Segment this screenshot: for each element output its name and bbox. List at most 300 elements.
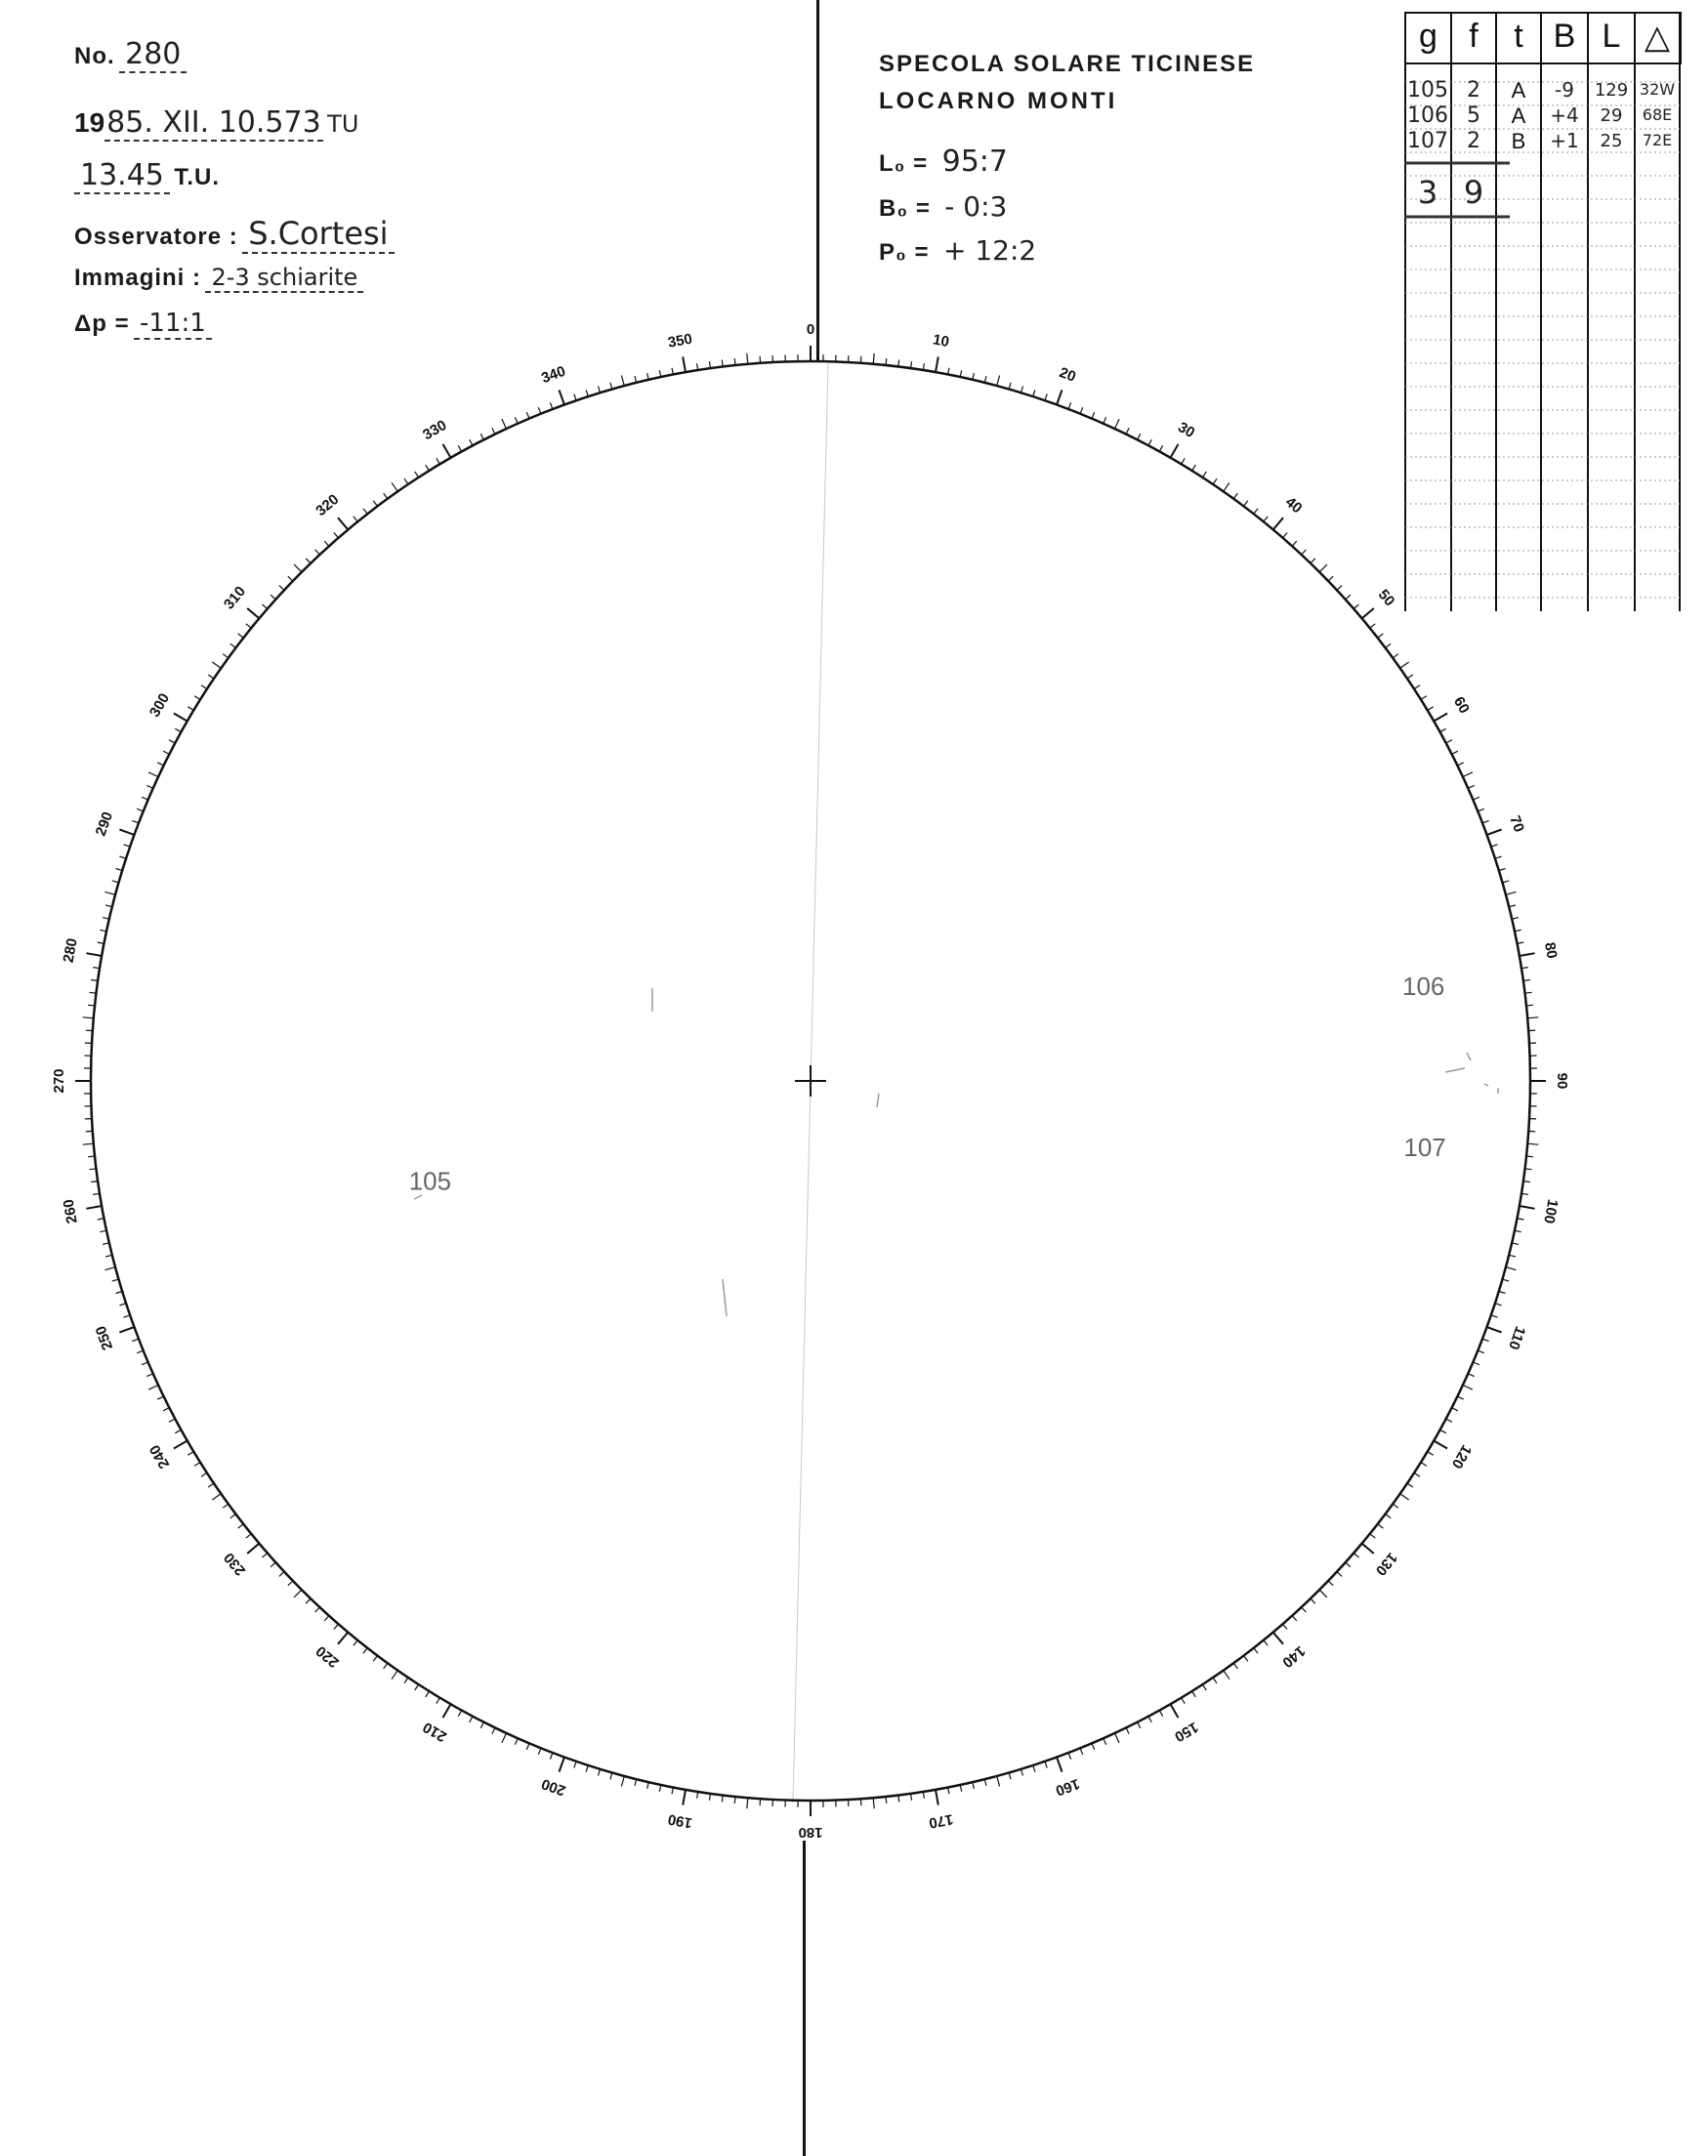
degree-tick bbox=[1346, 595, 1351, 600]
degree-label-110: 110 bbox=[1504, 1323, 1529, 1352]
degree-tick bbox=[1495, 856, 1502, 858]
table-header-delta: △ bbox=[1644, 19, 1671, 56]
degree-tick bbox=[948, 368, 949, 375]
table-header-t: t bbox=[1514, 18, 1523, 55]
degree-label-200: 200 bbox=[539, 1774, 568, 1800]
degree-tick bbox=[1319, 1590, 1327, 1597]
degree-tick bbox=[1092, 412, 1095, 419]
degree-tick bbox=[470, 439, 473, 445]
l0-value: 95:7 bbox=[941, 145, 1008, 179]
degree-tick bbox=[1518, 942, 1524, 943]
degree-tick bbox=[363, 509, 367, 515]
degree-label-10: 10 bbox=[931, 331, 951, 351]
degree-label-210: 210 bbox=[420, 1718, 450, 1746]
delta-p-value: -11:1 bbox=[134, 309, 212, 340]
degree-label-140: 140 bbox=[1278, 1641, 1309, 1672]
degree-tick bbox=[163, 1408, 169, 1411]
degree-label-270: 270 bbox=[50, 1068, 67, 1094]
degree-tick bbox=[100, 930, 106, 932]
degree-label-260: 260 bbox=[60, 1197, 81, 1225]
pencil-spot-marks bbox=[414, 988, 1498, 1316]
degree-tick bbox=[1473, 797, 1479, 800]
table-row-3-delta: 72E bbox=[1642, 131, 1673, 149]
degree-tick bbox=[1434, 1441, 1447, 1449]
degree-tick bbox=[973, 373, 975, 380]
degree-tick bbox=[1182, 1698, 1186, 1704]
table-row-2-f: 5 bbox=[1467, 104, 1480, 128]
degree-label-30: 30 bbox=[1175, 419, 1198, 442]
degree-tick bbox=[1468, 1374, 1474, 1377]
degree-tick bbox=[1506, 1267, 1517, 1270]
degree-tick bbox=[586, 390, 588, 396]
degree-tick bbox=[760, 1799, 761, 1805]
table-row-2-t: A bbox=[1511, 104, 1526, 128]
degree-label-130: 130 bbox=[1371, 1549, 1401, 1579]
degree-tick bbox=[306, 559, 311, 563]
degree-label-190: 190 bbox=[666, 1810, 694, 1832]
degree-tick bbox=[384, 493, 388, 499]
degree-tick bbox=[208, 1483, 214, 1487]
degree-tick bbox=[550, 402, 553, 409]
degree-tick bbox=[354, 517, 357, 521]
degree-tick bbox=[1393, 654, 1398, 658]
degree-tick bbox=[119, 1304, 126, 1306]
table-row-1-b: -9 bbox=[1555, 78, 1574, 102]
degree-tick bbox=[550, 1753, 553, 1760]
degree-tick bbox=[586, 1765, 588, 1772]
table-row-3-t: B bbox=[1511, 129, 1526, 153]
degree-tick bbox=[415, 472, 419, 477]
l0-label: L₀ = bbox=[879, 150, 929, 177]
degree-tick bbox=[271, 1562, 275, 1567]
table-row-2-b: +4 bbox=[1550, 104, 1579, 127]
degree-tick bbox=[187, 707, 193, 711]
degree-label-120: 120 bbox=[1447, 1441, 1476, 1472]
degree-label-330: 330 bbox=[420, 416, 450, 444]
degree-tick bbox=[194, 1463, 200, 1467]
degree-tick bbox=[1528, 1030, 1535, 1031]
degree-tick bbox=[157, 763, 163, 766]
degree-tick bbox=[1057, 390, 1062, 404]
degree-tick bbox=[886, 1797, 887, 1804]
degree-label-180: 180 bbox=[798, 1824, 823, 1842]
degree-tick bbox=[334, 1624, 339, 1629]
degree-tick bbox=[1148, 439, 1151, 445]
degree-tick bbox=[734, 1797, 735, 1804]
degree-tick bbox=[1526, 1005, 1533, 1006]
degree-tick bbox=[1346, 1562, 1351, 1567]
degree-tick bbox=[1283, 1624, 1288, 1629]
degree-tick bbox=[246, 624, 251, 628]
degree-tick bbox=[1202, 472, 1206, 477]
degree-tick bbox=[1457, 1396, 1463, 1399]
degree-tick bbox=[647, 373, 649, 380]
degree-tick bbox=[480, 1722, 483, 1728]
degree-tick bbox=[124, 1315, 131, 1317]
degree-tick bbox=[1233, 1663, 1237, 1669]
degree-label-220: 220 bbox=[312, 1641, 343, 1672]
total-groups: 3 bbox=[1417, 174, 1438, 211]
degree-tick bbox=[100, 1230, 106, 1232]
degree-label-290: 290 bbox=[92, 809, 117, 839]
degree-tick bbox=[480, 434, 483, 439]
degree-tick bbox=[443, 444, 451, 458]
table-header-g: g bbox=[1419, 18, 1437, 55]
degree-tick bbox=[246, 1534, 251, 1538]
degree-tick bbox=[263, 1554, 268, 1558]
degree-tick bbox=[119, 1327, 134, 1332]
degree-tick bbox=[86, 953, 102, 956]
degree-tick bbox=[105, 1255, 112, 1257]
degree-tick bbox=[1393, 1504, 1398, 1508]
degree-tick bbox=[1337, 1572, 1342, 1577]
degree-tick bbox=[223, 654, 229, 658]
degree-tick bbox=[1512, 1243, 1519, 1245]
degree-tick bbox=[1473, 1362, 1479, 1365]
degree-tick bbox=[659, 1785, 661, 1792]
degree-tick bbox=[1528, 1131, 1535, 1132]
degree-tick bbox=[1428, 1452, 1434, 1456]
table-row-1-t: A bbox=[1511, 78, 1526, 103]
degree-tick bbox=[574, 394, 576, 401]
degree-tick bbox=[1457, 763, 1463, 766]
time-suffix: T.U. bbox=[174, 164, 221, 190]
table-row-3-f: 2 bbox=[1467, 129, 1480, 153]
observer-value: S.Cortesi bbox=[242, 215, 394, 254]
table-row-1-delta: 32W bbox=[1639, 80, 1676, 99]
degree-tick bbox=[458, 445, 461, 451]
date-suffix: TU bbox=[327, 110, 359, 138]
degree-tick bbox=[103, 918, 109, 920]
degree-tick bbox=[560, 390, 564, 404]
degree-tick bbox=[263, 604, 268, 609]
degree-tick bbox=[1499, 1292, 1506, 1294]
degree-tick bbox=[1292, 1616, 1297, 1621]
degree-tick bbox=[212, 1494, 221, 1500]
degree-tick bbox=[1213, 1678, 1217, 1683]
degree-tick bbox=[88, 1005, 95, 1006]
degree-tick bbox=[1407, 1483, 1413, 1487]
degree-tick bbox=[1487, 830, 1502, 835]
table-header-b: B bbox=[1553, 18, 1576, 55]
degree-tick bbox=[1414, 685, 1420, 689]
degree-tick bbox=[1370, 624, 1375, 628]
degree-tick bbox=[175, 1430, 181, 1432]
degree-tick bbox=[1104, 1738, 1106, 1744]
degree-tick bbox=[294, 1590, 302, 1597]
degree-tick bbox=[747, 1798, 748, 1808]
degree-tick bbox=[426, 1691, 430, 1697]
degree-tick bbox=[338, 518, 348, 529]
degree-tick bbox=[437, 458, 440, 464]
degree-tick bbox=[960, 1785, 962, 1792]
degree-label-60: 60 bbox=[1449, 693, 1473, 717]
degree-tick bbox=[1386, 1514, 1392, 1518]
degree-tick bbox=[1302, 550, 1307, 555]
degree-label-100: 100 bbox=[1540, 1197, 1562, 1225]
degree-tick bbox=[324, 541, 329, 546]
degree-label-240: 240 bbox=[146, 1441, 174, 1472]
degree-tick bbox=[88, 1156, 95, 1157]
degree-tick bbox=[1045, 394, 1047, 401]
degree-tick bbox=[271, 595, 275, 600]
degree-tick bbox=[105, 1267, 116, 1270]
degree-label-20: 20 bbox=[1057, 364, 1078, 386]
degree-tick bbox=[437, 1698, 440, 1704]
degree-tick bbox=[1452, 1408, 1458, 1411]
degree-tick bbox=[116, 1292, 123, 1294]
degree-tick bbox=[1068, 1753, 1071, 1760]
degree-tick bbox=[997, 376, 1000, 387]
degree-tick bbox=[1527, 1143, 1538, 1144]
degree-tick bbox=[1446, 740, 1452, 743]
degree-tick bbox=[119, 830, 134, 835]
degree-tick bbox=[1045, 1762, 1047, 1768]
table-row-2-l: 29 bbox=[1600, 105, 1623, 126]
degree-tick bbox=[515, 1738, 518, 1744]
degree-tick bbox=[538, 1748, 541, 1755]
degree-tick bbox=[116, 869, 123, 871]
degree-tick bbox=[1104, 417, 1106, 423]
degree-tick bbox=[1021, 1769, 1023, 1776]
degree-tick bbox=[105, 905, 112, 907]
degree-tick bbox=[212, 662, 221, 668]
degree-tick bbox=[1171, 1704, 1179, 1718]
degree-tick bbox=[470, 1717, 473, 1722]
observer-label: Osservatore : bbox=[74, 224, 238, 250]
degree-tick bbox=[1224, 482, 1229, 491]
p0-value: + 12:2 bbox=[942, 234, 1037, 267]
degree-tick bbox=[1386, 643, 1392, 647]
degree-tick bbox=[647, 1782, 649, 1789]
degree-tick bbox=[1482, 1339, 1489, 1342]
degree-tick bbox=[415, 1684, 419, 1690]
degree-label-280: 280 bbox=[60, 936, 81, 965]
degree-label-250: 250 bbox=[92, 1323, 117, 1352]
degree-tick bbox=[1138, 434, 1141, 439]
degree-tick bbox=[1526, 1156, 1533, 1157]
degree-tick bbox=[984, 1779, 986, 1786]
table-row-3-g: 107 bbox=[1407, 129, 1448, 153]
degree-tick bbox=[443, 1704, 451, 1718]
table-row-3-b: +1 bbox=[1550, 129, 1579, 152]
degree-tick bbox=[599, 1769, 601, 1776]
degree-tick bbox=[1515, 930, 1521, 932]
degree-tick bbox=[169, 1419, 175, 1422]
degree-tick bbox=[288, 1581, 293, 1586]
degree-label-160: 160 bbox=[1053, 1774, 1082, 1800]
degree-tick bbox=[119, 856, 126, 858]
degree-tick bbox=[1495, 1304, 1502, 1306]
degree-tick bbox=[1370, 1534, 1375, 1538]
degree-tick bbox=[1273, 1633, 1283, 1644]
images-value: 2-3 schiarite bbox=[205, 264, 363, 293]
degree-tick bbox=[599, 387, 601, 394]
degree-tick bbox=[1264, 1640, 1268, 1645]
degree-tick bbox=[142, 797, 148, 800]
date-year-prefix: 19 bbox=[74, 107, 105, 138]
degree-tick bbox=[1487, 1327, 1502, 1332]
degree-tick bbox=[1192, 1691, 1196, 1697]
degree-tick bbox=[146, 785, 152, 788]
degree-tick bbox=[538, 407, 541, 414]
degree-tick bbox=[230, 643, 236, 647]
degree-tick bbox=[1407, 675, 1413, 679]
degree-tick bbox=[1499, 869, 1506, 871]
degree-tick bbox=[1021, 387, 1023, 394]
degree-tick bbox=[247, 608, 259, 618]
group-label-106: 106 bbox=[1402, 971, 1445, 1001]
degree-tick bbox=[1319, 564, 1327, 572]
degree-tick bbox=[1478, 808, 1484, 811]
degree-tick bbox=[238, 634, 244, 638]
degree-tick bbox=[1254, 1648, 1258, 1654]
degree-tick bbox=[1080, 407, 1083, 414]
degree-tick bbox=[873, 353, 874, 364]
degree-label-80: 80 bbox=[1541, 940, 1561, 961]
degree-tick bbox=[1463, 772, 1473, 777]
degree-label-230: 230 bbox=[220, 1549, 250, 1579]
degree-tick bbox=[315, 1607, 320, 1612]
degree-tick bbox=[148, 772, 158, 777]
degree-tick bbox=[83, 1017, 94, 1018]
degree-tick bbox=[354, 1640, 357, 1645]
degree-tick bbox=[83, 1143, 94, 1144]
degree-tick bbox=[1264, 517, 1268, 521]
time-value: 13.45 bbox=[74, 158, 170, 194]
degree-tick bbox=[526, 412, 529, 419]
degree-tick bbox=[1527, 1017, 1538, 1018]
degree-tick bbox=[373, 1656, 377, 1662]
degree-tick bbox=[1057, 1758, 1062, 1772]
degree-tick bbox=[306, 1598, 311, 1603]
degree-tick bbox=[886, 358, 887, 365]
degree-tick bbox=[86, 1206, 102, 1209]
degree-tick bbox=[404, 478, 408, 484]
table-row-1-f: 2 bbox=[1467, 78, 1480, 103]
degree-tick bbox=[1273, 518, 1283, 529]
total-spots: 9 bbox=[1463, 174, 1484, 211]
degree-tick bbox=[515, 417, 518, 423]
degree-label-50: 50 bbox=[1374, 586, 1398, 610]
degree-tick bbox=[936, 1790, 938, 1805]
degree-tick bbox=[363, 1648, 367, 1654]
degree-tick bbox=[137, 1350, 144, 1353]
degree-tick bbox=[1421, 696, 1427, 700]
degree-tick bbox=[392, 482, 397, 491]
degree-tick bbox=[1421, 1463, 1427, 1467]
degree-tick bbox=[1400, 1494, 1409, 1500]
degree-tick bbox=[175, 728, 181, 731]
degree-tick bbox=[1518, 1219, 1524, 1220]
degree-tick bbox=[132, 1339, 139, 1342]
degree-tick bbox=[1068, 402, 1071, 409]
degree-tick bbox=[1254, 509, 1258, 515]
degree-tick bbox=[1033, 1765, 1035, 1772]
degree-tick bbox=[1520, 953, 1535, 956]
record-number-value: 280 bbox=[119, 37, 187, 73]
degree-tick bbox=[163, 751, 169, 754]
degree-label-150: 150 bbox=[1171, 1718, 1201, 1746]
degree-tick bbox=[1446, 1419, 1452, 1422]
degree-tick bbox=[502, 1733, 507, 1743]
degree-tick bbox=[672, 1788, 673, 1795]
table-row-1-l: 129 bbox=[1594, 80, 1629, 101]
degree-label-310: 310 bbox=[220, 583, 250, 613]
degree-tick bbox=[1182, 458, 1186, 464]
p0-label: P₀ = bbox=[879, 239, 930, 266]
degree-tick bbox=[1292, 541, 1297, 546]
degree-tick bbox=[1452, 751, 1458, 754]
degree-tick bbox=[1171, 444, 1179, 458]
degree-tick bbox=[659, 370, 661, 377]
degree-tick bbox=[860, 356, 861, 363]
degree-tick bbox=[334, 533, 339, 538]
degree-tick bbox=[1311, 1598, 1315, 1603]
degree-tick bbox=[174, 714, 187, 722]
degree-tick bbox=[1328, 1581, 1333, 1586]
degree-label-40: 40 bbox=[1281, 493, 1306, 518]
degree-tick bbox=[1463, 1386, 1473, 1390]
degree-tick bbox=[860, 1799, 861, 1805]
degree-tick bbox=[315, 550, 320, 555]
table-header-f: f bbox=[1469, 18, 1479, 55]
degree-tick bbox=[960, 370, 962, 377]
degree-tick bbox=[86, 1131, 93, 1132]
b0-label: B₀ = bbox=[879, 195, 931, 222]
degree-tick bbox=[208, 675, 214, 679]
degree-tick bbox=[502, 419, 507, 429]
degree-tick bbox=[279, 586, 284, 591]
degree-tick bbox=[201, 685, 207, 689]
date-value: 85. XII. 10.573 bbox=[106, 105, 321, 140]
degree-tick bbox=[1244, 501, 1248, 507]
degree-tick bbox=[142, 1362, 148, 1365]
degree-tick bbox=[1115, 419, 1120, 429]
degree-label-300: 300 bbox=[146, 690, 174, 721]
degree-tick bbox=[1159, 445, 1162, 451]
degree-tick bbox=[148, 1386, 158, 1390]
degree-tick bbox=[635, 376, 637, 383]
degree-tick bbox=[105, 891, 116, 894]
degree-label-170: 170 bbox=[927, 1810, 955, 1832]
degree-tick bbox=[574, 1762, 576, 1768]
degree-tick bbox=[458, 1711, 461, 1717]
degree-label-70: 70 bbox=[1506, 813, 1527, 835]
degree-tick bbox=[683, 356, 686, 372]
degree-tick bbox=[1506, 891, 1517, 894]
degree-tick bbox=[1468, 785, 1474, 788]
degree-tick bbox=[1213, 478, 1217, 484]
table-row-1-g: 105 bbox=[1407, 78, 1448, 103]
group-label-107: 107 bbox=[1403, 1133, 1446, 1163]
degree-tick bbox=[526, 1743, 529, 1750]
table-header-l: L bbox=[1602, 18, 1621, 55]
degree-tick bbox=[238, 1524, 244, 1528]
degree-tick bbox=[1491, 845, 1498, 847]
degree-tick bbox=[747, 353, 748, 364]
degree-tick bbox=[560, 1758, 564, 1772]
degree-tick bbox=[873, 1798, 874, 1808]
degree-tick bbox=[1115, 1733, 1120, 1743]
degree-tick bbox=[373, 501, 377, 507]
degree-tick bbox=[426, 465, 430, 471]
degree-tick bbox=[1202, 1684, 1206, 1690]
degree-tick bbox=[230, 1514, 236, 1518]
degree-tick bbox=[760, 356, 761, 363]
degree-tick bbox=[984, 376, 986, 383]
degree-tick bbox=[1478, 1350, 1484, 1353]
